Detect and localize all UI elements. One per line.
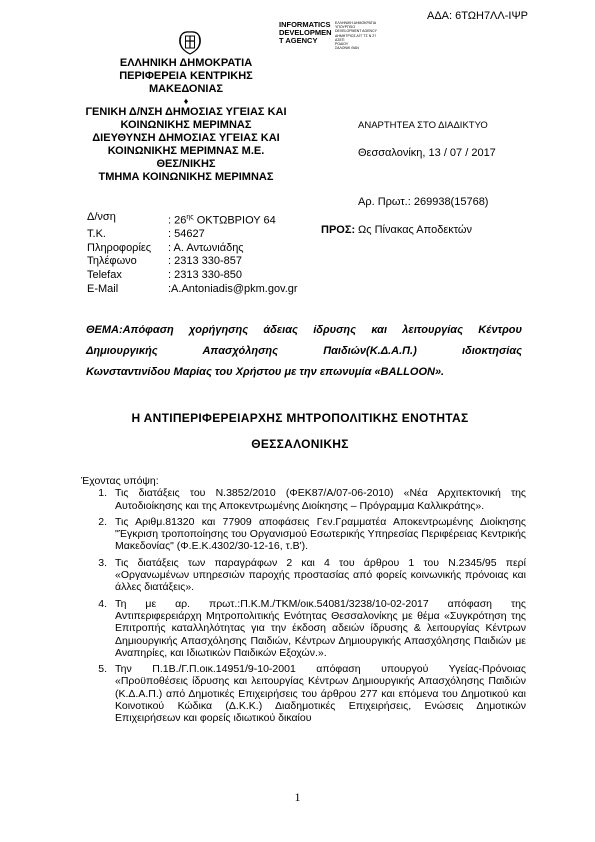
- item-text: Τις διατάξεις του Ν.3852/2010 (ΦΕΚ87/Α/07-06-2010) «Νέα Αρχιτεκτονική της Αυτοδιοίκησης και της Αποκεντρωμένης Διοίκησης – Πρόγραμμα Καλλικράτης».: [115, 487, 526, 512]
- ida-logo-small-text: ΕΛΛΗΝΙΚΗ ΔΗΜΟΚΡΑΤΙΑ ΥΠΟΥΡΓΕΙΟ DEVELOPMENT AGENCY ΔΗΜΗΤΡΙΟΣ ΑΓΓ ΤΣ Ν 2? ΑΣΕΠ ΡΟΔΙΟΥ ΣΑΛΟΝΙΚ ΘΑΝ: [335, 21, 377, 51]
- issuer-header: [72, 57, 300, 184]
- subject-line: Κωνσταντινίδου Μαρίας του Χρήστου με την επωνυμία «BALLOON».: [86, 366, 445, 378]
- ida-logo-line: INFORMATICS: [279, 20, 331, 29]
- contact-label: Δ/νση: [87, 211, 116, 223]
- page-number: 1: [294, 790, 301, 804]
- title-line: Η ΑΝΤΙΠΕΡΙΦΕΡΕΙΑΡΧΗΣ ΜΗΤΡΟΠΟΛΙΤΙΚΗΣ ΕΝΟΤΗΤΑΣ: [131, 411, 469, 425]
- subject-block: [86, 320, 522, 383]
- contact-label: Τ.Κ.: [87, 228, 106, 241]
- item-text: Την Π.1Β./Γ.Π.οικ.14951/9-10-2001 απόφαση υπουργού Υγείας-Πρόνοιας «Προϋποθέσεις ίδρυσης και λειτουργίας Κέντρων Δημιουργικής Απασχόλησης Παιδιών (Κ.Δ.Α.Π.) από Δημοτικές Επιχειρήσεις του άρθρου 277 και επόμενα του Δημοτικού και Κοινοτικού Κώδικα (Δ.Κ.Κ.) Διαδημοτικές Επιχειρήσεις, Ενώσεις Δημοτικών Επιχειρήσεων και φορείς ιδιωτικού δικαίου: [115, 663, 526, 725]
- contact-row: [87, 255, 298, 269]
- post-online-note: ΑΝΑΡΤΗΤΕΑ ΣΤΟ ΔΙΑΔΙΚΤΥΟ: [358, 120, 488, 131]
- considerations-list: [81, 487, 526, 724]
- header-line: ΚΟΙΝΩΝΙΚΗΣ ΜΕΡΙΜΝΑΣ Μ.Ε.: [107, 145, 265, 157]
- contact-value: : 2313 330-857: [168, 255, 243, 268]
- protocol-number: Αρ. Πρωτ.: 269938(15768): [358, 196, 489, 208]
- contact-value: : 2313 330-850: [168, 269, 243, 282]
- greek-emblem-icon: [176, 28, 204, 56]
- subject-line: Δημιουργικής Απασχόλησης Παιδιών(Κ.Δ.Α.Π.) ιδιοκτησίας: [86, 345, 522, 357]
- diamond-icon: ♦: [183, 96, 189, 106]
- item-text: Τις διατάξεις των παραγράφων 2 και 4 του άρθρου 1 του Ν.2345/95 περί «Οργανωμένων υπηρεσιών παροχής προστασίας από φορείς κοινωνικής πρόνοιας και άλλες διατάξεις».: [115, 556, 526, 594]
- contact-value: : Α. Αντωνιάδης: [168, 241, 244, 254]
- contact-value: : 54627: [168, 228, 205, 241]
- item-text: Τη με αρ. πρωτ.:Π.Κ.Μ./ΤΚΜ/οικ.54081/3238/10-02-2017 απόφαση της Αντιπεριφερειάρχη Μητροπολιτικής Ενότητας Θεσσαλονίκης με θέμα «Συγκρότηση της Επιτροπής καταλληλότητας για την έκδοση αδειών ίδρυσης & λειτουργίας Κέντρων Δημιουργικής Απασχόλησης Παιδιών, Κέντρων Δημιουργικής Απασχόλησης Παιδιών με Αναπηρίες, και Ιδιωτικών Παιδικών Εξοχών.».: [115, 597, 526, 659]
- list-item: [81, 487, 526, 512]
- issuing-authority-title: [60, 405, 540, 457]
- subject-line: ΘΕΜΑ:Απόφαση χορήγησης άδειας ίδρυσης και λειτουργίας Κέντρου: [86, 324, 522, 336]
- document-date: Θεσσαλονίκη, 13 / 07 / 2017: [358, 147, 496, 159]
- contact-row: [87, 269, 298, 283]
- header-line: ΚΟΙΝΩΝΙΚΗΣ ΜΕΡΙΜΝΑΣ: [120, 119, 252, 131]
- header-line: ΕΛΛΗΝΙΚΗ ΔΗΜΟΚΡΑΤΙΑ: [119, 57, 253, 69]
- contact-email[interactable]: :A.Antoniadis@pkm.gov.gr: [168, 282, 298, 295]
- contact-row: [87, 242, 298, 256]
- header-line: ΠΕΡΙΦΕΡΕΙΑ ΚΕΝΤΡΙΚΗΣ: [119, 70, 253, 82]
- header-line: ΔΙΕΥΘΥΝΣΗ ΔΗΜΟΣΙΑΣ ΥΓΕΙΑΣ ΚΑΙ: [92, 132, 280, 144]
- contact-label: Πληροφορίες: [87, 241, 152, 254]
- item-number: 2.: [98, 515, 107, 528]
- contact-row: [87, 283, 298, 297]
- ida-logo-line: DEVELOPMEN: [279, 28, 332, 37]
- ida-logo: [279, 21, 429, 51]
- recipient-value: Ως Πίνακας Αποδεκτών: [358, 224, 472, 236]
- item-number: 3.: [98, 556, 107, 569]
- list-item: [81, 598, 526, 659]
- list-item: [81, 557, 526, 594]
- contact-value: : $26^{\eta\varsigma}$ ΟΚΤΩΒΡΙΟΥ 64: [168, 214, 276, 227]
- header-line: ΓΕΝΙΚΗ Δ/ΝΣΗ ΔΗΜΟΣΙΑΣ ΥΓΕΙΑΣ ΚΑΙ: [85, 106, 287, 118]
- header-line: ΜΑΚΕΔΟΝΙΑΣ: [148, 83, 224, 95]
- contact-row: [87, 228, 298, 242]
- contact-details: [87, 211, 298, 296]
- contact-label: E-Mail: [87, 282, 119, 295]
- item-text: Τις Αριθμ.81320 και 77909 αποφάσεις Γεν.Γραμματέα Αποκεντρωμένης Διοίκησης "Έγκριση τροποποίησης του Οργανισμού Εσωτερικής Υπηρεσίας Περιφέρειας Κεντρικής Μακεδονίας" (Φ.Ε.Κ.4302/30-12-16, τ.Β').: [115, 515, 526, 553]
- list-item: [81, 663, 526, 724]
- contact-row: [87, 211, 298, 228]
- recipient-label: ΠΡΟΣ:: [321, 224, 356, 236]
- considerations-body: [81, 475, 526, 729]
- list-item: [81, 516, 526, 553]
- title-line: ΘΕΣΣΑΛΟΝΙΚΗΣ: [251, 437, 349, 451]
- considerations-intro: Έχοντας υπόψη:: [81, 475, 159, 487]
- contact-label: Τηλέφωνο: [87, 255, 137, 268]
- header-line: ΘΕΣ/ΝΙΚΗΣ: [156, 158, 216, 170]
- contact-label: Telefax: [87, 269, 122, 282]
- ada-code: ΑΔΑ: 6ΤΩΗ7ΛΛ-ΙΨΡ: [427, 10, 528, 22]
- item-number: 1.: [98, 487, 107, 500]
- header-line: ΤΜΗΜΑ ΚΟΙΝΩΝΙΚΗΣ ΜΕΡΙΜΝΑΣ: [98, 171, 274, 183]
- item-number: 4.: [98, 597, 107, 610]
- item-number: 5.: [98, 663, 107, 676]
- ida-logo-line: T AGENCY: [279, 36, 318, 45]
